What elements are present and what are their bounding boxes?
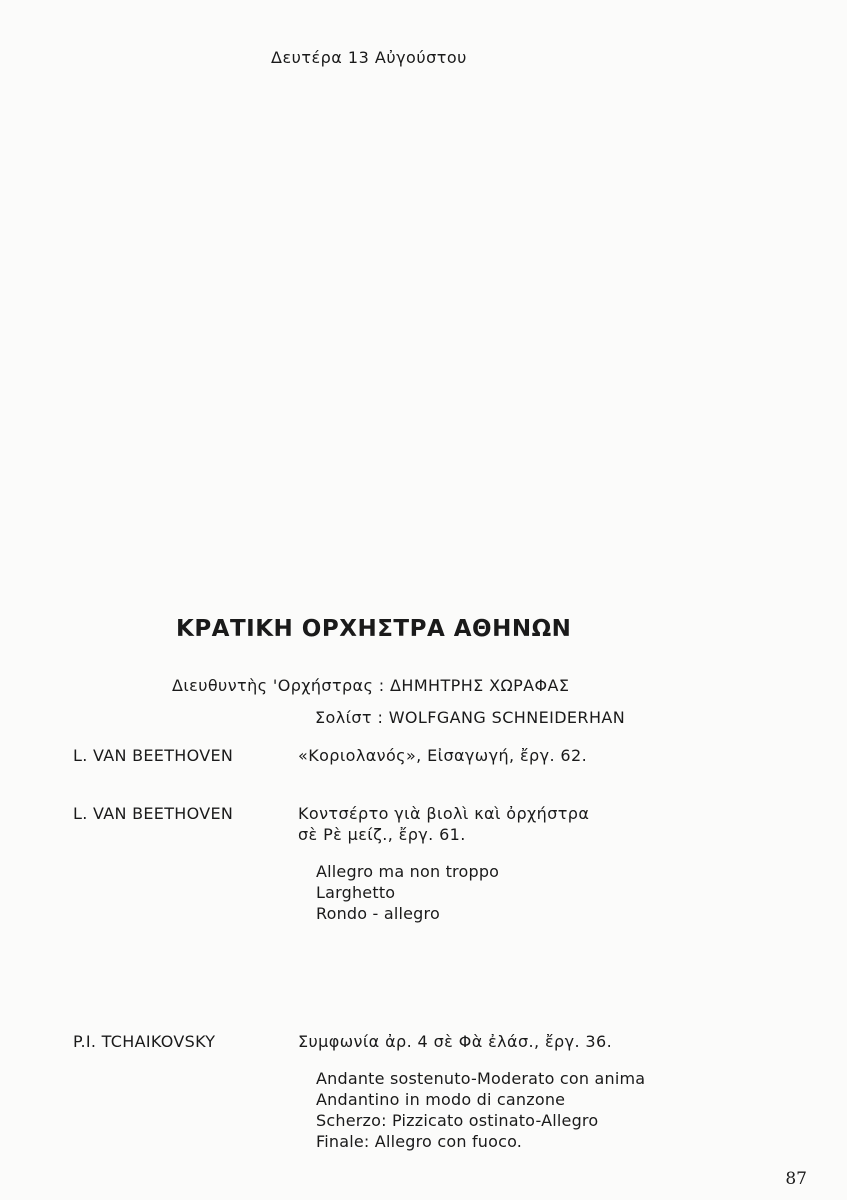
program-2-work-line-1: Κοντσέρτο γιὰ βιολὶ καὶ ὀρχήστρα (298, 804, 590, 823)
movement: Andante sostenuto-Moderato con anima (316, 1069, 646, 1088)
program-3-composer: P.I. TCHAIKOVSKY (73, 1032, 216, 1051)
concert-date: Δευτέρα 13 Αὐγούστου (271, 48, 467, 67)
program-3-movements (316, 1068, 645, 1152)
movement: Scherzo: Pizzicato ostinato-Allegro (316, 1111, 599, 1130)
movement: Allegro ma non troppo (316, 862, 500, 881)
program-2-movements (316, 861, 499, 924)
soloist-credit: Σολίστ : WOLFGANG SCHNEIDERHAN (315, 708, 626, 727)
program-1-composer: L. VAN BEETHOVEN (73, 746, 234, 765)
program-1-work: «Κοριολανός», Εἰσαγωγή, ἔργ. 62. (298, 746, 588, 765)
conductor-credit: Διευθυντὴς 'Ορχήστρας : ΔΗΜΗΤΡΗΣ ΧΩΡΑΦΑΣ (172, 676, 570, 695)
program-3-work: Συμφωνία ἀρ. 4 σὲ Φὰ ἐλάσ., ἔργ. 36. (298, 1032, 613, 1051)
movement: Larghetto (316, 883, 396, 902)
program-2-composer: L. VAN BEETHOVEN (73, 804, 234, 823)
program-2-work-line-2: σὲ Ρὲ μείζ., ἔργ. 61. (298, 825, 466, 844)
movement: Finale: Allegro con fuoco. (316, 1132, 523, 1151)
movement: Rondo - allegro (316, 904, 440, 923)
page-number: 87 (785, 1169, 807, 1189)
orchestra-title: ΚΡΑΤΙΚΗ ΟΡΧΗΣΤΡΑ ΑΘΗΝΩΝ (176, 616, 572, 642)
movement: Andantino in modo di canzone (316, 1090, 566, 1109)
